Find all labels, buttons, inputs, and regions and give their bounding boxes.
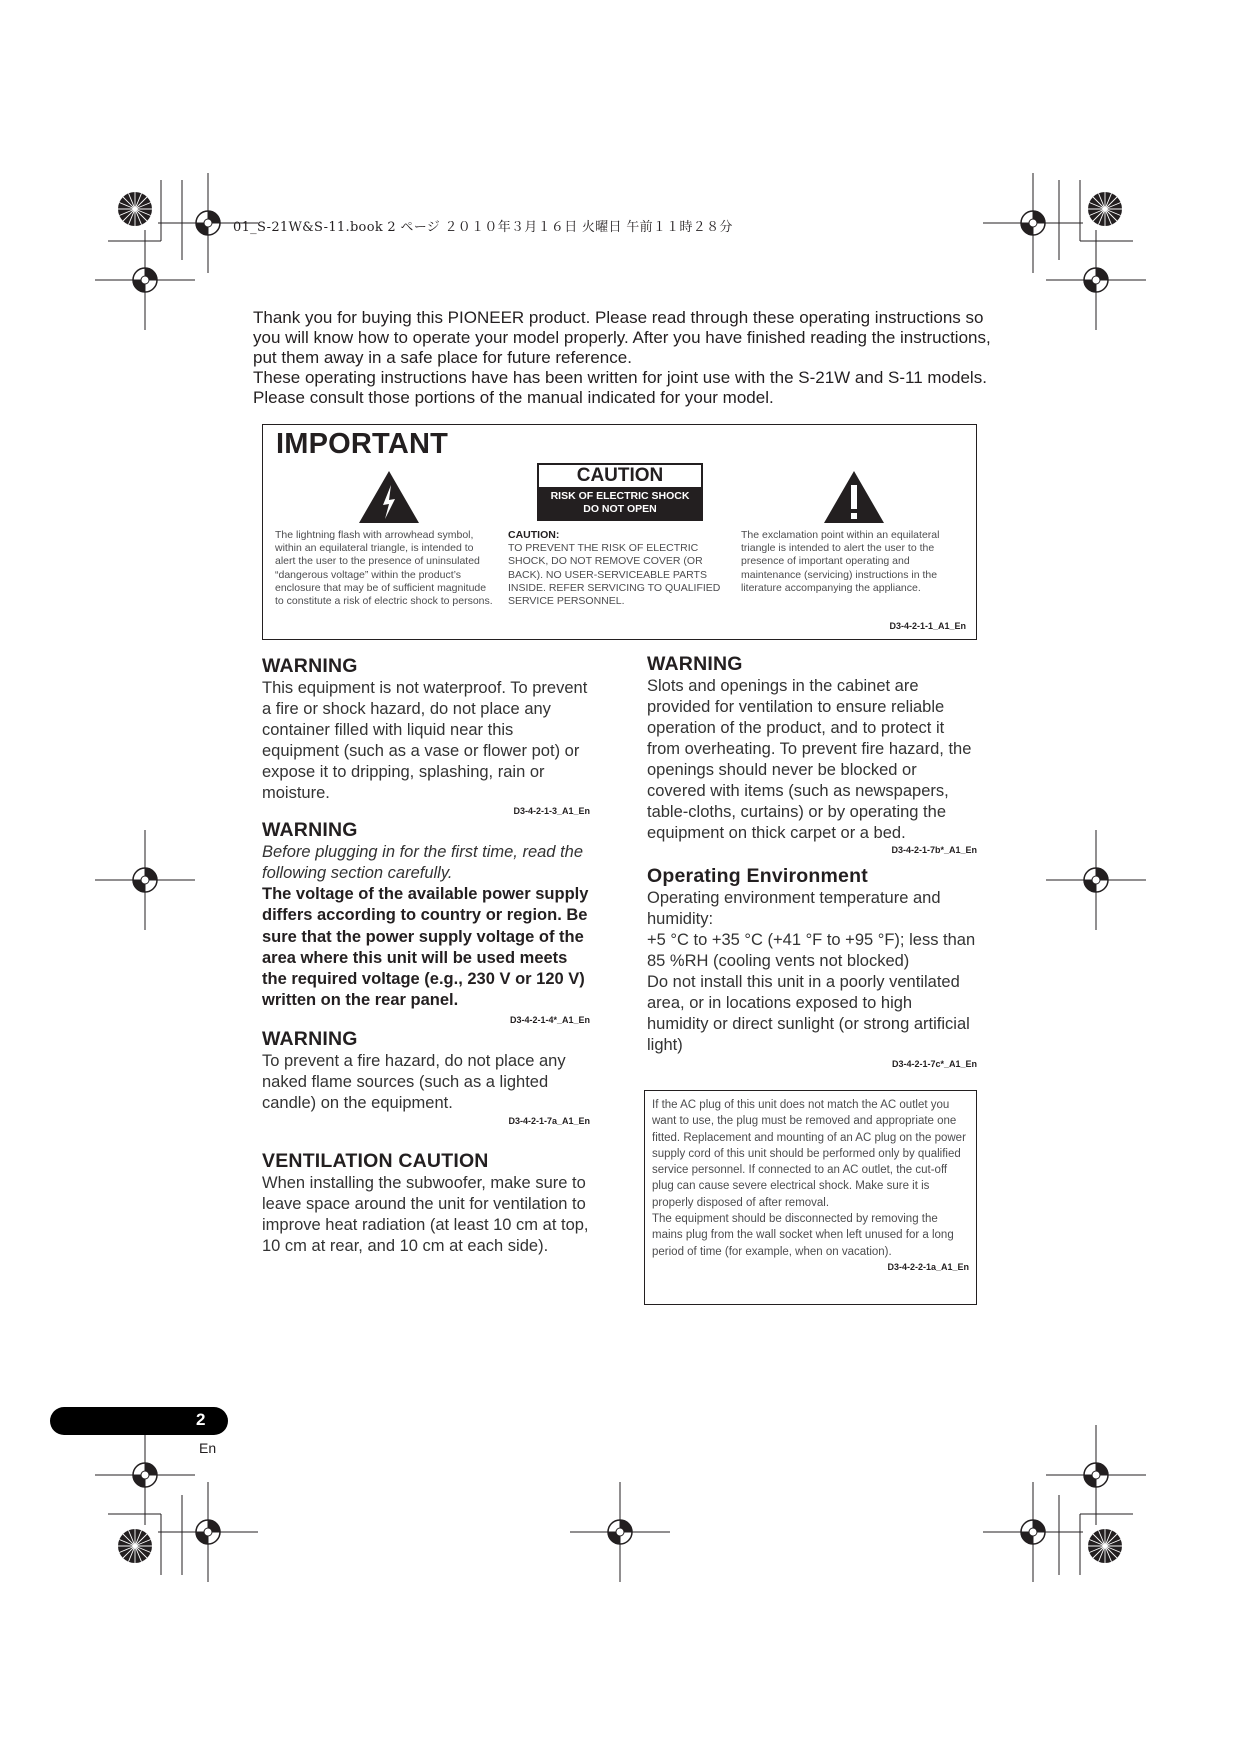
warning-1-text: This equipment is not waterproof. To prevent a fire or shock hazard, do not place any container filled with liquid near this equipment (such as a vase or flower pot) or expose it to dripping, splashing, rain or moisture. — [262, 679, 588, 802]
exclamation-warning-icon — [822, 469, 886, 525]
caution-label-subtitle — [539, 487, 701, 519]
ac-plug-text-2: The equipment should be disconnected by removing the mains plug from the wall socket when left unused for a long period of time (for example, when on vacation). — [652, 1213, 954, 1258]
warning-3-text: To prevent a fire hazard, do not place any naked flame sources (such as a lighted candle) on the equipment. — [262, 1051, 566, 1112]
caution-label-line-1: RISK OF ELECTRIC SHOCK — [550, 490, 690, 502]
warning-4-heading: WARNING — [647, 653, 743, 675]
warning-4-text: Slots and openings in the cabinet are provided for ventilation to ensure reliable operation of the product, and to protect it from overheating. To prevent fire hazard, the openings should never be blocked or covered with items (such as newspapers, table-cloths, curtains) or by operating the equipment on thick carpet or a bed. — [647, 677, 972, 842]
ventilation-caution-heading: VENTILATION CAUTION — [262, 1149, 489, 1172]
right-column — [647, 653, 977, 1069]
warning-1-code: D3-4-2-1-3_A1_En — [513, 806, 590, 816]
page-number: 2 — [196, 1410, 206, 1429]
ac-plug-text-1: If the AC plug of this unit does not match the AC outlet you want to use, the plug must be removed and appropriate one fitted. Replacement and mounting of an AC plug on the power supply cord of this unit should be performed only by qualified service personnel. If connected to an AC outlet, the cut-off plug can cause severe electrical shock. Make sure it is properly disposed of after removal. — [652, 1099, 966, 1209]
important-title: IMPORTANT — [276, 428, 449, 460]
warning-2-bold: The voltage of the available power supply differs according to country or region. Be sure that the power supply voltage of the area where this unit will be used meets the required voltage (e.g., 230 V or 120 V) written on the rear panel. — [262, 885, 589, 1010]
warning-1-heading: WARNING — [262, 655, 358, 677]
file-header-line: 01_S-21W&S-11.book 2 ページ ２０１０年３月１６日 火曜日 午前１１時２８分 — [233, 220, 733, 235]
warning-3-code: D3-4-2-1-7a_A1_En — [508, 1115, 590, 1126]
warning-3-heading: WARNING — [262, 1027, 358, 1050]
intro-text-2: These operating instructions have has been written for joint use with the S-21W and S-11 models. Please consult those portions of the manual indicated for your model. — [253, 368, 987, 407]
operating-environment-text-3: Do not install this unit in a poorly ventilated area, or in locations exposed to high humidity or direct sunlight (or strong artificial light) — [647, 973, 970, 1054]
intro-paragraph — [253, 308, 998, 408]
left-column — [262, 655, 590, 1257]
lightning-description: The lightning flash with arrowhead symbol, within an equilateral triangle, is intended to alert the user to the presence of uninsulated “dangerous voltage” within the product’s enclosure that may be of sufficient magnitude to constitute a risk of electric shock to persons. — [275, 529, 493, 608]
operating-environment-code: D3-4-2-1-7c*_A1_En — [891, 1059, 977, 1069]
important-notice-box — [262, 424, 977, 640]
operating-environment-text-2: +5 °C to +35 °C (+41 °F to +95 °F); less than 85 %RH (cooling vents not blocked) — [647, 931, 976, 970]
intro-text-1: Thank you for buying this PIONEER product. Please read through these operating instructions so you will know how to operate your model properly. After you have finished reading the instructions, put them away in a safe place for future reference. — [253, 308, 991, 367]
operating-environment-heading: Operating Environment — [647, 865, 868, 887]
caution-label — [537, 463, 703, 521]
caution-label-title: CAUTION — [539, 465, 701, 487]
caution-description-head: CAUTION: — [508, 529, 560, 541]
ac-plug-code: D3-4-2-2-1a_A1_En — [887, 1261, 969, 1272]
warning-2-italic: Before plugging in for the first time, read the following section carefully. — [262, 843, 584, 882]
operating-environment-text-1: Operating environment temperature and humidity: — [647, 889, 941, 928]
important-code: D3-4-2-1-1_A1_En — [889, 621, 966, 631]
caution-label-line-2: DO NOT OPEN — [583, 503, 657, 515]
warning-4-code: D3-4-2-1-7b*_A1_En — [891, 845, 977, 855]
caution-description-text: TO PREVENT THE RISK OF ELECTRIC SHOCK, DO NOT REMOVE COVER (OR BACK). NO USER-SERVICEABLE PARTS INSIDE. REFER SERVICING TO QUALIFIED SERVICE PERSONNEL. — [508, 542, 721, 608]
page-language: En — [199, 1440, 217, 1456]
warning-2-code: D3-4-2-1-4*_A1_En — [509, 1014, 590, 1025]
ventilation-caution-text: When installing the subwoofer, make sure to leave space around the unit for ventilation to improve heat radiation (at least 10 cm at top, 10 cm at rear, and 10 cm at each side). — [262, 1173, 589, 1255]
caution-description — [508, 529, 723, 608]
ac-plug-notice-box — [644, 1090, 977, 1305]
exclamation-description: The exclamation point within an equilateral triangle is intended to alert the user to the presence of important operating and maintenance (servicing) instructions in the literature accompanying the appliance. — [741, 529, 940, 594]
warning-2-heading: WARNING — [262, 819, 358, 841]
lightning-warning-icon — [357, 469, 421, 525]
